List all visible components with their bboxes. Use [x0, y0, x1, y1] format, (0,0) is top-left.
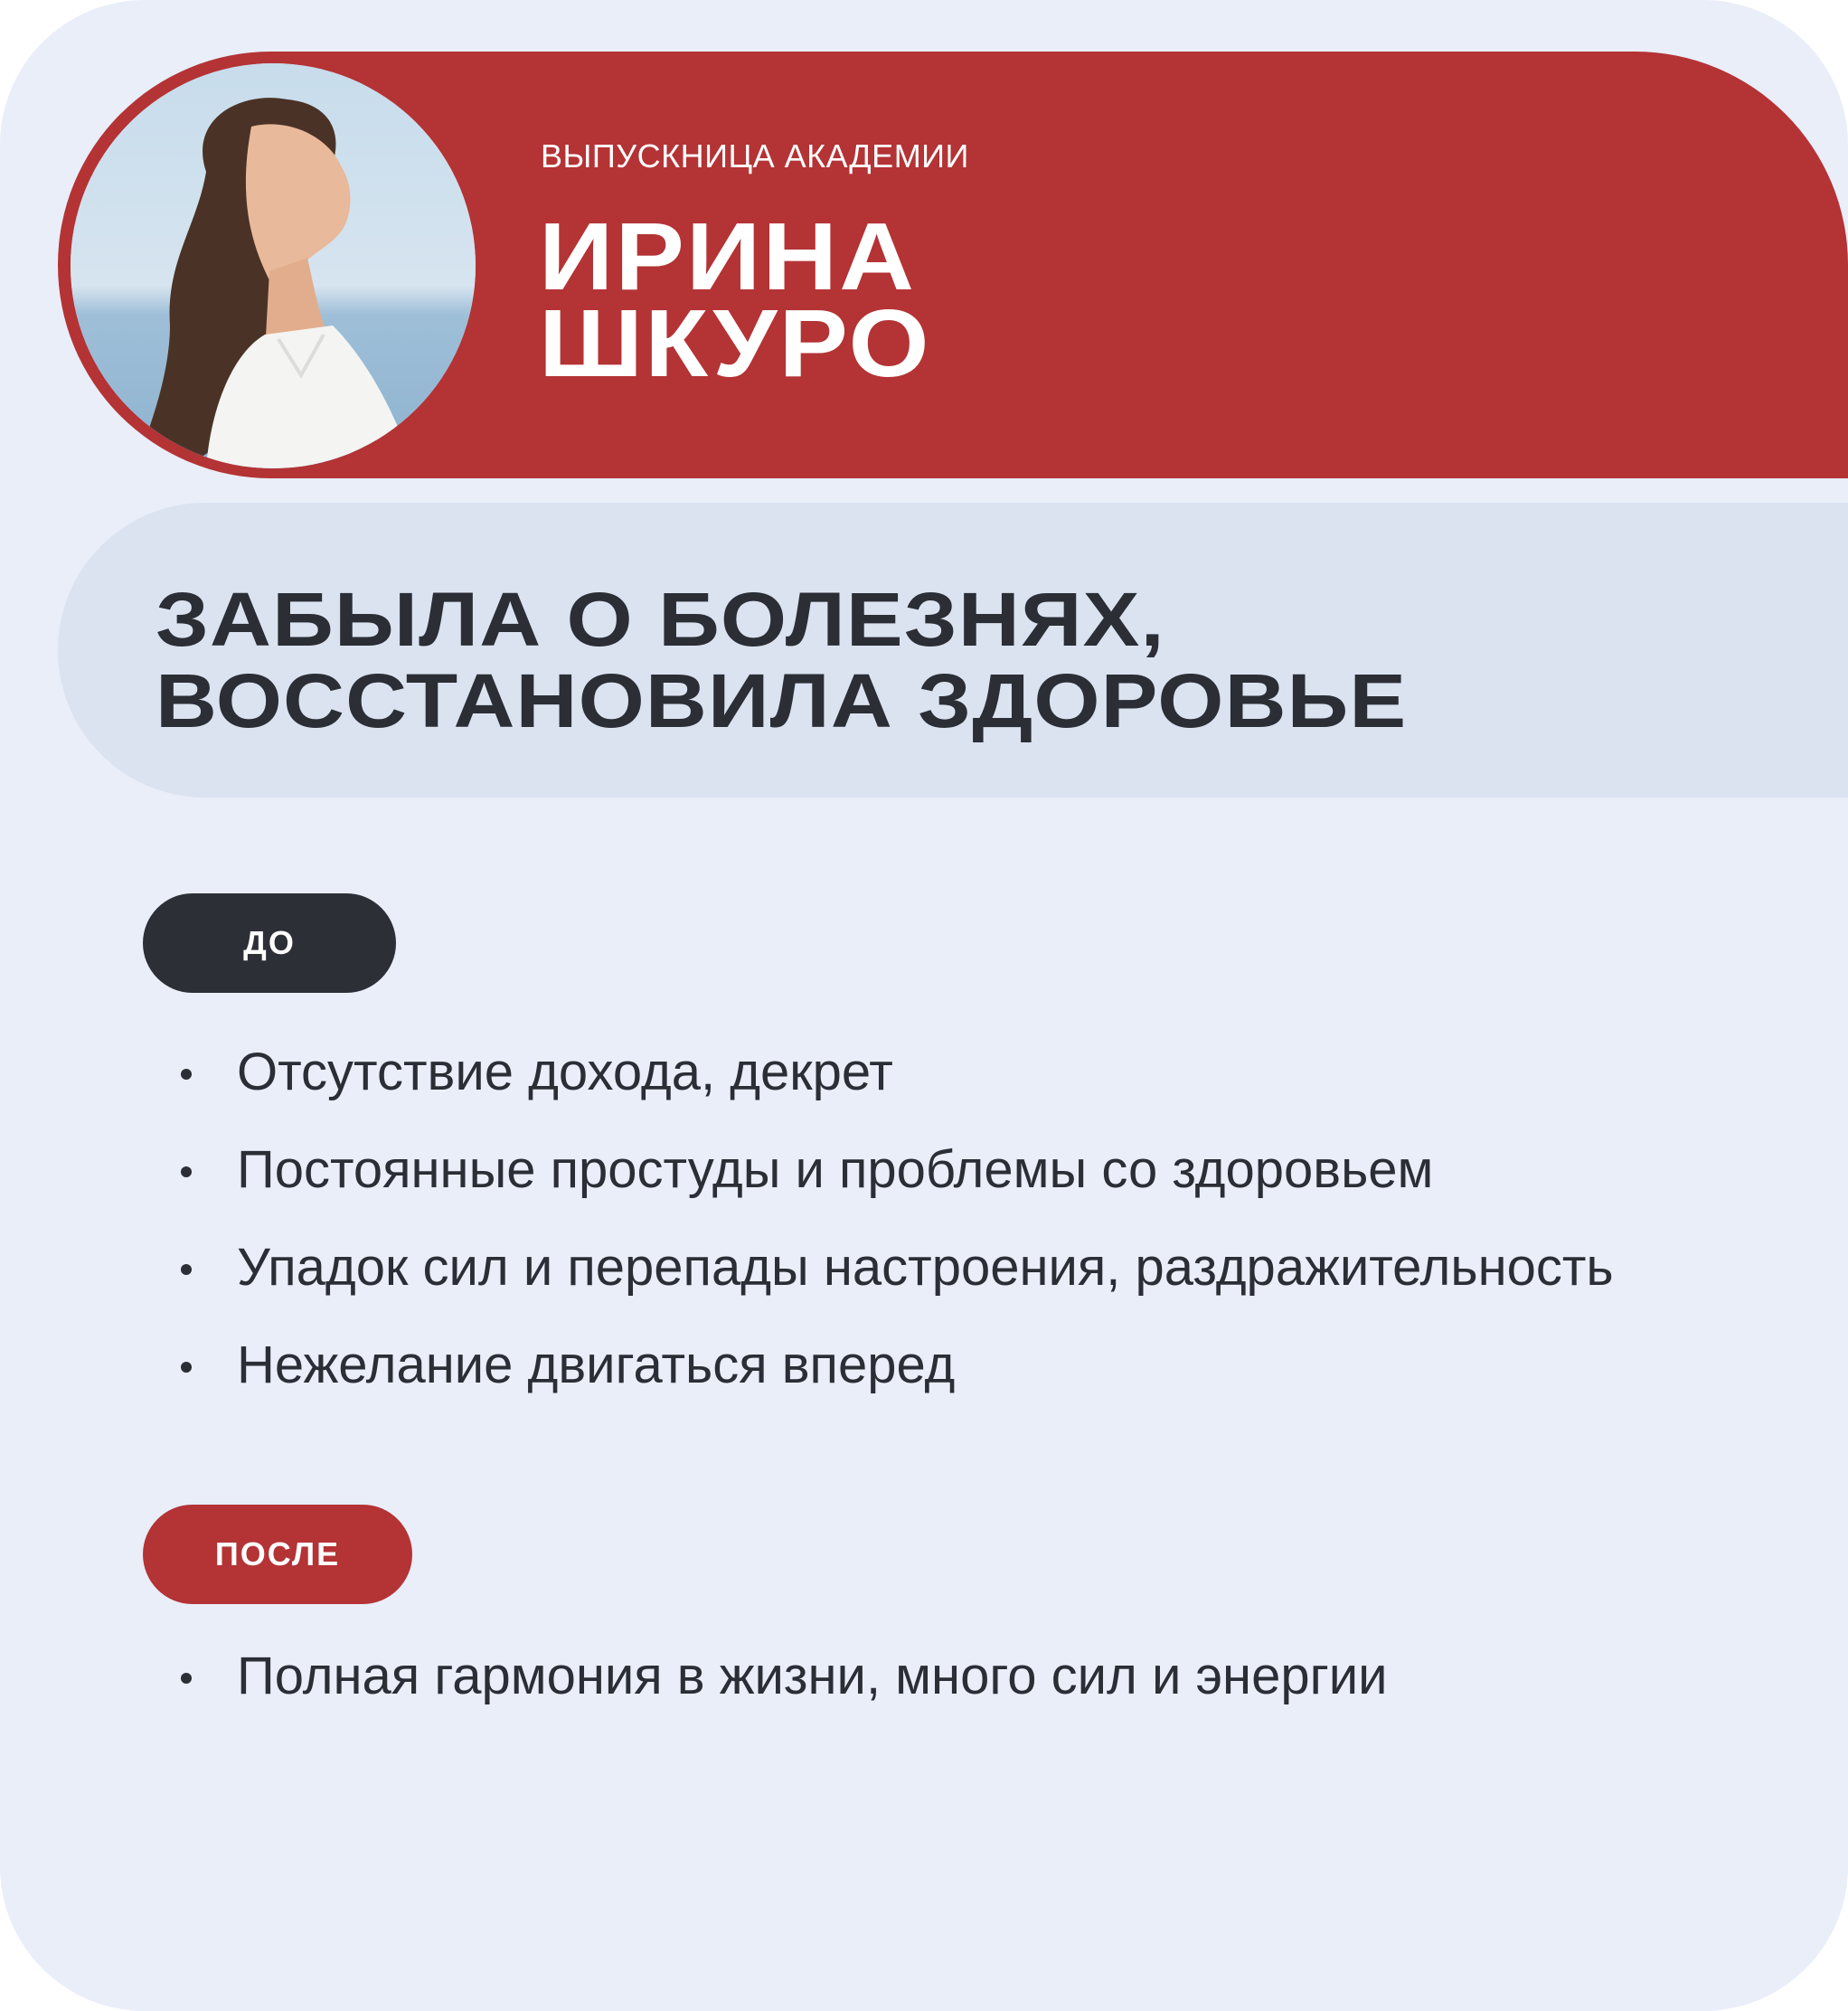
- after-badge: ПОСЛЕ: [143, 1505, 412, 1604]
- avatar-photo: [71, 63, 476, 468]
- graduate-name: [539, 203, 931, 397]
- eyebrow-label: ВЫПУСКНИЦА АКАДЕМИИ: [541, 137, 969, 175]
- before-badge: ДО: [143, 893, 396, 993]
- name-line-2: ШКУРО: [539, 290, 931, 397]
- bullet-icon: [181, 1264, 192, 1275]
- list-item: Нежелание двигаться вперед: [181, 1317, 1614, 1414]
- before-list: [181, 1024, 1614, 1414]
- headline-line-2: ВОССТАНОВИЛА ЗДОРОВЬЕ: [156, 658, 1408, 743]
- list-item: Полная гармония в жизни, много сил и энергии: [181, 1628, 1388, 1725]
- avatar: [71, 63, 476, 468]
- name-line-1: ИРИНА: [539, 203, 917, 310]
- list-item: Отсутствие дохода, декрет: [181, 1024, 1614, 1121]
- bullet-icon: [181, 1673, 192, 1684]
- list-item: Постоянные простуды и проблемы со здоровьем: [181, 1121, 1614, 1219]
- bullet-icon: [181, 1362, 192, 1373]
- after-list: [181, 1628, 1388, 1725]
- list-item: Упадок сил и перепады настроения, раздражительность: [181, 1219, 1614, 1317]
- bullet-icon: [181, 1069, 192, 1080]
- headline: [156, 579, 1407, 741]
- headline-line-1: ЗАБЫЛА О БОЛЕЗНЯХ,: [156, 577, 1165, 662]
- bullet-icon: [181, 1166, 192, 1177]
